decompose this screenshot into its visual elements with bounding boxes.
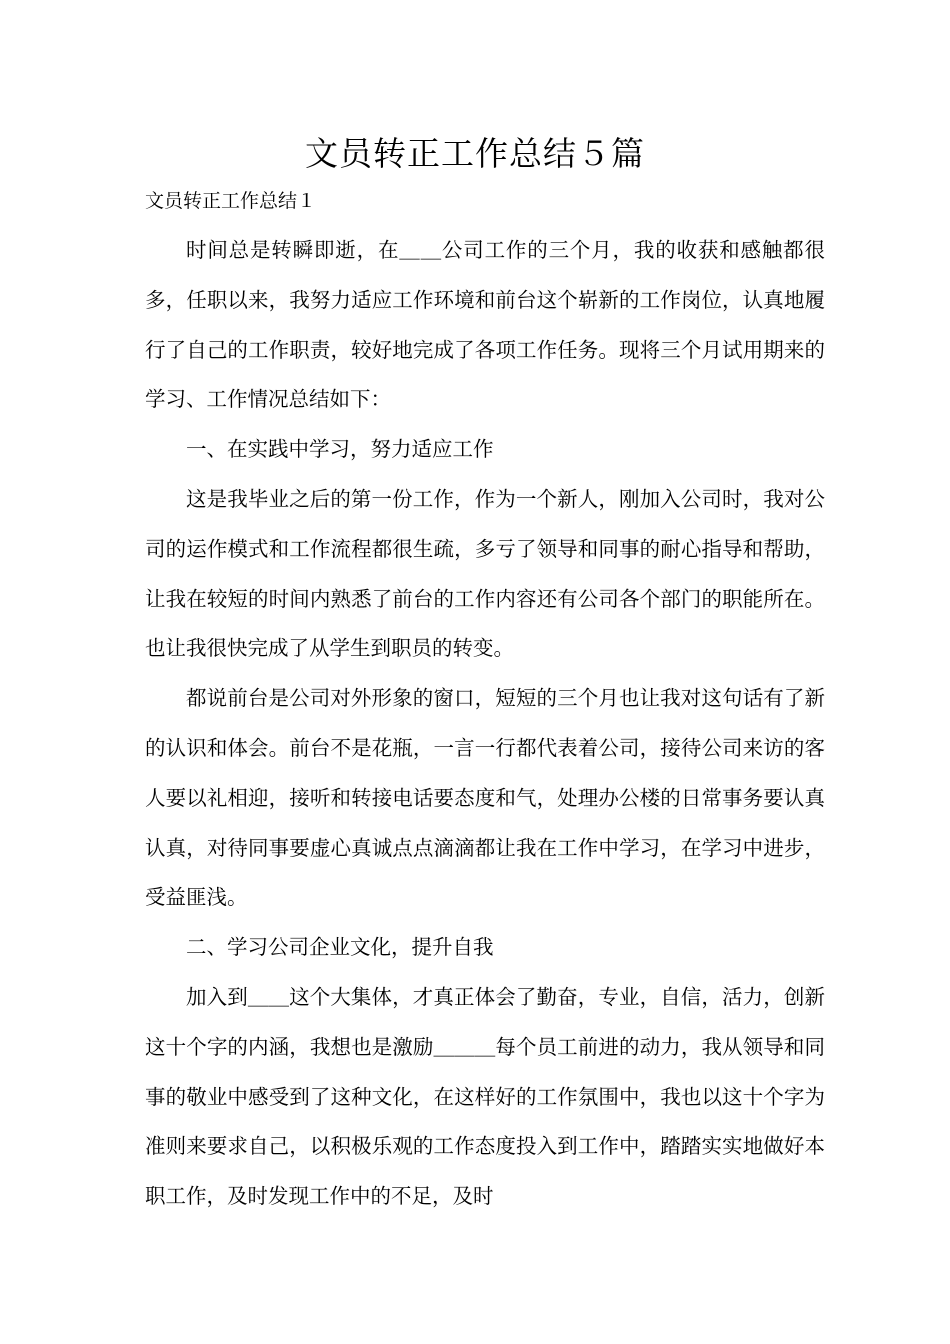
heading-practice-learning: 一、在实践中学习，努力适应工作 <box>186 437 494 462</box>
paragraph-first-job: 这是我毕业之后的第一份工作，作为一个新人，刚加入公司时，我对公司的运作模式和工作流程都很生疏，多亏了领导和同事的耐心指导和帮助，让我在较短的时间内熟悉了前台的工作内容还有公司各个部门的职能所在。也让我很快完成了从学生到职员的转变。 <box>145 486 825 661</box>
section-label: 文员转正工作总结１ <box>145 190 317 212</box>
paragraph-intro: 时间总是转瞬即逝，在＿＿公司工作的三个月，我的收获和感触都很多，任职以来，我努力适应工作环境和前台这个崭新的工作岗位，认真地履行了自己的工作职责，较好地完成了各项工作任务。现将三个月试用期来的学习、工作情况总结如下： <box>145 238 825 412</box>
document-title: 文员转正工作总结５篇 <box>305 134 645 173</box>
paragraph-culture: 加入到＿＿这个大集体，才真正体会了勤奋，专业，自信，活力，创新这十个字的内涵，我想也是激励＿＿＿每个员工前进的动力，我从领导和同事的敬业中感受到了这种文化，在这样好的工作氛围中，我也以这十个字为准则来要求自己，以积极乐观的工作态度投入到工作中，踏踏实实地做好本职工作，及时发现工作中的不足，及时 <box>145 984 825 1209</box>
document-body <box>145 226 825 1222</box>
paragraph-front-desk: 都说前台是公司对外形象的窗口，短短的三个月也让我对这句话有了新的认识和体会。前台不是花瓶，一言一行都代表着公司，接待公司来访的客人要以礼相迎，接听和转接电话要态度和气，处理办公楼的日常事务要认真认真，对待同事要虚心真诚点点滴滴都让我在工作中学习，在学习中进步，受益匪浅。 <box>145 686 825 910</box>
heading-corporate-culture: 二、学习公司企业文化，提升自我 <box>186 935 494 960</box>
